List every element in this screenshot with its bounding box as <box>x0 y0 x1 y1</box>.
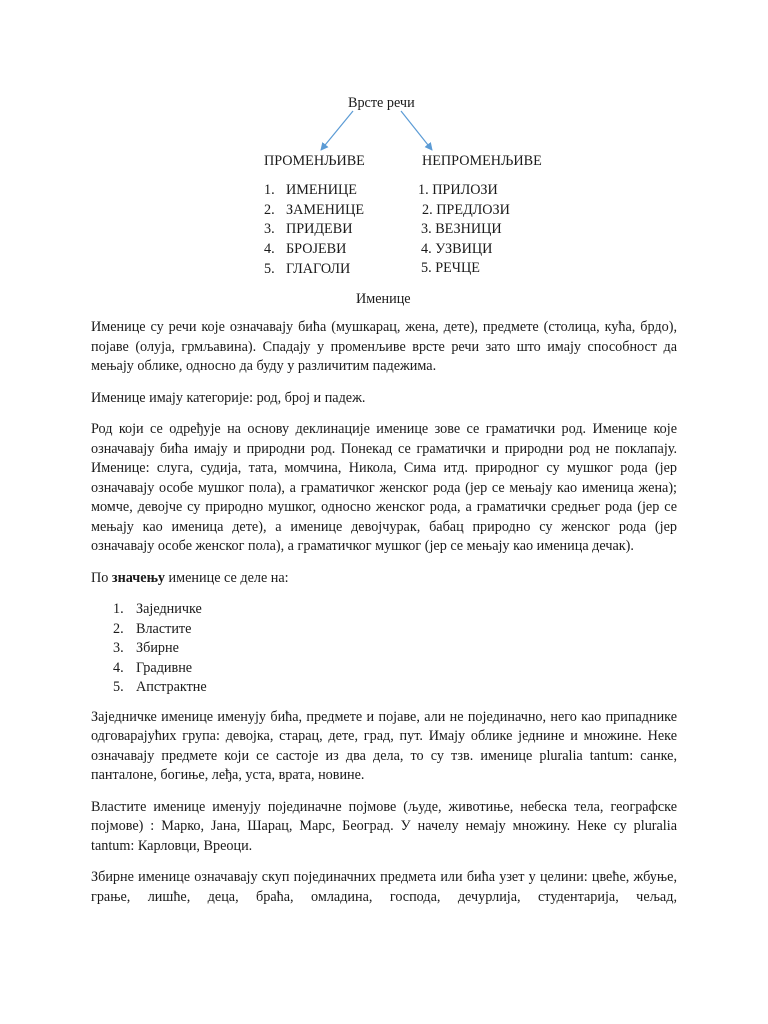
unchangeable-item: 5. РЕЧЦЕ <box>421 260 480 276</box>
paragraph: Именице су речи које означавају бића (мушкарац, жена, дете), предмете (столица, кућа, брдо), појаве (олуја, грмљавина). Спадају у променљиве врсте речи зато што имају способност да мењају облике, односно да буду у различитим падежима. <box>91 319 677 374</box>
diagram-title: Врсте речи <box>348 95 415 111</box>
paragraph: Род који се одређује на основу деклинације именице зове се граматички род. Именице које означавају бића имају и природни род. Понекад се граматички и природни род не поклапају. Именице: слуга, судија, тата, момчина, Никола, Сима итд. природног су мушког рода (јер означавају особе мушког пола), а граматичког женског рода (јер се мењају као именица жена); момче, девојче су природно мушког, односно женског рода, а граматички средњег рода (јер се мењају као именица дете), а именице девојчурак, бабац природно су женског рода (јер означавају особе женског пола), а граматичког мушког (јер се мењају као именица дечак). <box>91 421 677 554</box>
list-item: 4. Градивне <box>113 659 193 676</box>
paragraph: Збирне именице означавају скуп појединачних предмета или бића узет у целини: цвеће, жбуње, грање, лишће, деца, браћа, омладина, господа, дечурлија, студентарија, чељад, <box>91 869 677 905</box>
arrow-right <box>401 111 432 150</box>
unchangeable-item: 3. ВЕЗНИЦИ <box>421 221 502 237</box>
noun-types-list <box>91 600 677 698</box>
unchangeable-item: 2. ПРЕДЛОЗИ <box>422 202 510 218</box>
list-item: 2. Властите <box>113 620 192 637</box>
left-heading: ПРОМЕНЉИВЕ <box>264 153 365 169</box>
arrow-left <box>321 111 353 150</box>
document-page: Врсте речи ПРОМЕНЉИВЕ НЕПРОМЕНЉИВЕ 1. ИМЕНИЦЕ 2. ЗАМЕНИЦЕ 3. ПРИДЕВИ 4. БРОЈЕВИ 5. ГЛАГОЛИ 1. ПРИЛОЗИ 2. ПРЕДЛОЗИ 3. ВЕЗНИЦИ 4. УЗВИЦИ 5. РЕЧЦЕ Именице Именице су речи које означавају бића (мушкарац, жена, дете), предмете (столица, кућа, брдо), појаве (олуја, грмљавина). Спадају у променљиве врсте речи зато што имају способност да мењају облике, односно да буду у различитим падежима. Именице имају категорије: род, број и падеж. Род који се одређује на основу деклинације именице зове се граматички род. Именице које означавају бића имају и природни род. Понекад се граматички и природни род не поклапају. Именице: слуга, судија, тата, момчина, Никола, Сима итд. природног су мушког рода (јер означавају особе мушког пола), а граматичког женског рода (јер се мењају као именица жена); момче, девојче су природно мушког, односно женског рода, а граматички средњег рода (јер се мењају као именица дете), а именице девојчурак, бабац природно су женског рода (јер означавају особе женског пола), а граматичког мушког (јер се мењају као именица дечак). По значењу именице се деле на: 1. Заједничке 2. Властите 3. Збирне 4. Градивне 5. Апстрактне Заједничке именице именују бића, предмете и појаве, али не појединачно, него као припаднике одговарајућих група: девојка, старац, дете, град, пут. Имају облике једнине и множине. Неке означавају предмете који се састоје из два дела, то су тзв. именице pluralia tantum: санке, панталоне, богиње, леђа, уста, врата, новине. Властите именице именују појединачне појмове (људе, животиње, небеска тела, географске појмове) : Марко, Јана, Шарац, Марс, Београд. У начелу немају множину. Неке су pluralia tantum: Карловци, Вреоци. Збирне именице означавају скуп појединачних предмета или бића узет у целини: цвеће, жбуње, грање, лишће, деца, браћа, омладина, господа, дечурлија, студентарија, чељад, <box>0 0 768 1024</box>
list-item: 5. Апстрактне <box>113 679 207 695</box>
paragraph: Властите именице именују појединачне појмове (људе, животиње, небеска тела, географске појмове) : Марко, Јана, Шарац, Марс, Београд. У начелу немају множину. Неке су pluralia tantum: Карловци, Вреоци. <box>91 798 677 854</box>
unchangeable-item: 1. ПРИЛОЗИ <box>418 182 498 198</box>
section-title: Именице <box>356 291 411 307</box>
unchangeable-item: 4. УЗВИЦИ <box>421 241 493 257</box>
paragraph: По значењу именице се деле на: <box>91 569 289 586</box>
list-item: 3. Збирне <box>113 640 179 656</box>
bold-term: значењу <box>111 569 165 586</box>
paragraph: Именице имају категорије: род, број и падеж. <box>91 389 366 406</box>
paragraph: Заједничке именице именују бића, предмете и појаве, али не појединачно, него као припаднике одговарајућих група: девојка, старац, дете, град, пут. Имају облике једнине и множине. Неке означавају предмете који се састоје из два дела, то су тзв. именице pluralia tantum: санке, панталоне, богиње, леђа, уста, врата, новине. <box>91 708 677 783</box>
right-heading: НЕПРОМЕНЉИВЕ <box>422 153 542 169</box>
list-item: 1. Заједничке <box>113 601 202 617</box>
body-text <box>91 318 677 919</box>
